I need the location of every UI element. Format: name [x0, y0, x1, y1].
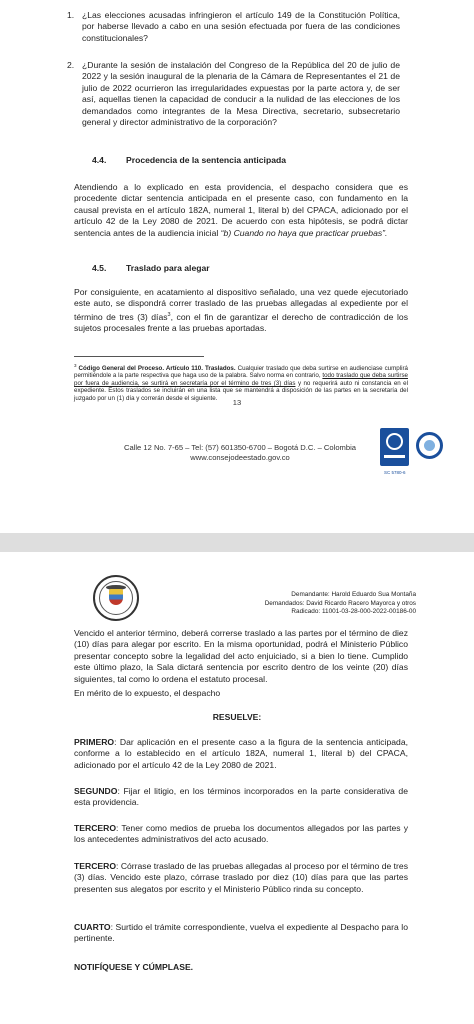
- radicado-line: Radicado: 11001-03-28-000-2022-00186-00: [291, 608, 416, 616]
- segundo-text: : Fijar el litigio, en los términos incorporados en la parte considerativa de esta providencia.: [74, 786, 408, 808]
- iqnet-globe-icon: [424, 440, 435, 451]
- footnote-3-citation: Código General del Proceso. Artículo 110. Traslados.: [78, 365, 236, 373]
- question-2-text: ¿Durante la sesión de instalación del Congreso de la República del 20 de julio de 2022 y la sesión inaugural de la plenaria de la Cámara de Representantes el 21 de julio de 2022 ocurrieron las irregularidades expuestas por la parte actora y, de ser así, aquellas tienen la capacidad de conducir a la nulidad de las elecciones de los demandados como integrantes de la Mesa Directiva, secretario, subsecretario general y director administrativo de la corporación?: [82, 60, 400, 128]
- resolution-primero: [74, 737, 408, 771]
- term-paragraph: Vencido el anterior término, deberá correrse traslado a las partes por el término de diez (10) días para alegar por escrito. En la misma oportunidad, podrá el Ministerio Público presentar concepto sobre la legalidad del acto enjuiciado, si a bien lo tiene. Cumplido este último plazo, la Sala dictará sentencia por escrito dentro de los veinte (20) días siguientes, tal como lo ordena el estatuto procesal.: [74, 628, 408, 684]
- question-2-number: 2.: [67, 60, 75, 70]
- question-2: [67, 60, 400, 128]
- footnote-3-text-c: y no requerirá auto ni constancia en el expediente. Estos traslados se incluirán en una lista que se mantendrá a disposición de las partes en la secretaría del juzgado por un (1) día y correrán desde el siguiente.: [74, 379, 408, 402]
- section-4-4-paragraph: [74, 182, 408, 239]
- resolution-tercero: [74, 823, 408, 846]
- resolution-cuarto: [74, 922, 408, 945]
- section-4-4-quote: “b) Cuando no haya que practicar pruebas”.: [220, 227, 388, 238]
- footnote-separator: [74, 356, 204, 357]
- tercero-label: TERCERO: [74, 823, 117, 833]
- icontec-bar-icon: [384, 455, 405, 458]
- section-4-5-title: Traslado para alegar: [126, 263, 210, 273]
- tercero-text: : Tener como medios de prueba los documentos allegados por las partes y los antecedentes administrativos del acto acusado.: [74, 823, 408, 845]
- tercero-2-label: TERCERO: [74, 861, 117, 871]
- section-4-4-text: Atendiendo a lo explicado en esta providencia, el despacho considera que es procedente dictar sentencia anticipada en el presente caso, con fundamento en la causal prevista en el artículo 182A, numeral 1, literal b) del CPACA, adicionado por el artículo 42 de la Ley 2080 de 2021. De acuerdo con esta hipótesis, se podrá dictar sentencia antes de la audiencia inicial: [74, 182, 408, 238]
- footnote-3-underlined: todo traslado que deba surtirse por fuera de audiencia, se surtirá en secretaría por el término de tres (3) días: [74, 372, 408, 387]
- footnote-3: [74, 362, 408, 402]
- certification-code: SC 5780-6: [384, 470, 406, 475]
- footnote-3-text-a: Cualquier traslado que deba surtirse en audienciase cumplirá permitiéndole a la parte respectiva que haga uso de la palabra.: [74, 365, 408, 380]
- section-4-5-paragraph: [74, 287, 408, 334]
- icontec-circle-icon: [386, 433, 403, 450]
- closing-line: NOTIFÍQUESE Y CÚMPLASE.: [74, 962, 194, 972]
- section-4-4-title: Procedencia de la sentencia anticipada: [126, 155, 287, 165]
- footer-address: Calle 12 No. 7-65 – Tel: (57) 601350-6700 – Bogotá D.C. – Colombia: [123, 443, 357, 452]
- icontec-certification-logo: [380, 428, 409, 466]
- cuarto-text: : Surtido el trámite correspondiente, vuelva el expediente al Despacho para lo pertinente.: [74, 922, 408, 944]
- tercero-2-text: : Córrase traslado de las pruebas allegadas al proceso por el término de tres (3) días. Vencido este plazo, córrase traslado por diez (10) días para que las partes presenten sus alegatos por escrito y el Ministerio Público rinda su concepto.: [74, 861, 408, 894]
- question-1-number: 1.: [67, 10, 75, 20]
- section-4-5-text-a: Por consiguiente, en acatamiento al dispositivo señalado, una vez quede ejecutoriado este auto, se dispondrá correr traslado de las pruebas allegadas al expediente por el término de tres (3) días: [74, 287, 408, 322]
- iqnet-certification-logo: [416, 432, 443, 459]
- primero-text: : Dar aplicación en el presente caso a la figura de la sentencia anticipada, conforme a lo establecido en el artículo 182A, numeral 1, literal b) del CPACA, adicionado por el artículo 42 de la Ley 2080 de 2021.: [74, 737, 408, 770]
- case-header: [186, 591, 416, 617]
- primero-label: PRIMERO: [74, 737, 115, 747]
- coat-of-arms-icon: [109, 589, 123, 605]
- resolution-tercero-2: [74, 861, 408, 895]
- resolution-segundo: [74, 786, 408, 809]
- demandante-line: Demandante: Harold Eduardo Sua Montaña: [291, 591, 416, 598]
- footer-website[interactable]: www.consejodeestado.gov.co: [190, 452, 290, 462]
- footnote-ref-3[interactable]: 3: [167, 311, 171, 318]
- section-4-5-heading: [92, 263, 210, 273]
- footnote-3-number: 3: [74, 363, 77, 368]
- resuelve-heading: RESUELVE:: [212, 712, 262, 722]
- segundo-label: SEGUNDO: [74, 786, 118, 796]
- section-4-5-text-b: , con el fin de garantizar el derecho de contradicción de los sujetos procesales frente a las pruebas aportadas.: [74, 311, 409, 334]
- section-4-4-number: 4.4.: [92, 155, 107, 165]
- merito-paragraph: En mérito de lo expuesto, el despacho: [74, 688, 221, 698]
- page-number: 13: [232, 398, 242, 407]
- section-4-5-number: 4.5.: [92, 263, 107, 273]
- demandados-line: Demandados: David Ricardo Racero Mayorca y otros: [264, 599, 416, 607]
- cuarto-label: CUARTO: [74, 922, 111, 932]
- consejo-de-estado-seal: [93, 575, 139, 621]
- footnote-3-text-b: Salvo norma en contrario,: [249, 372, 321, 380]
- question-1-text: ¿Las elecciones acusadas infringieron el artículo 149 de la Constitución Política, por haberse llevado a cabo en una sesión efectuada por fuera de las condiciones constitucionales?: [82, 10, 400, 43]
- section-4-4-heading: [92, 155, 286, 165]
- page-gap: [0, 533, 474, 552]
- page-footer: [110, 443, 370, 463]
- question-1: [67, 10, 400, 44]
